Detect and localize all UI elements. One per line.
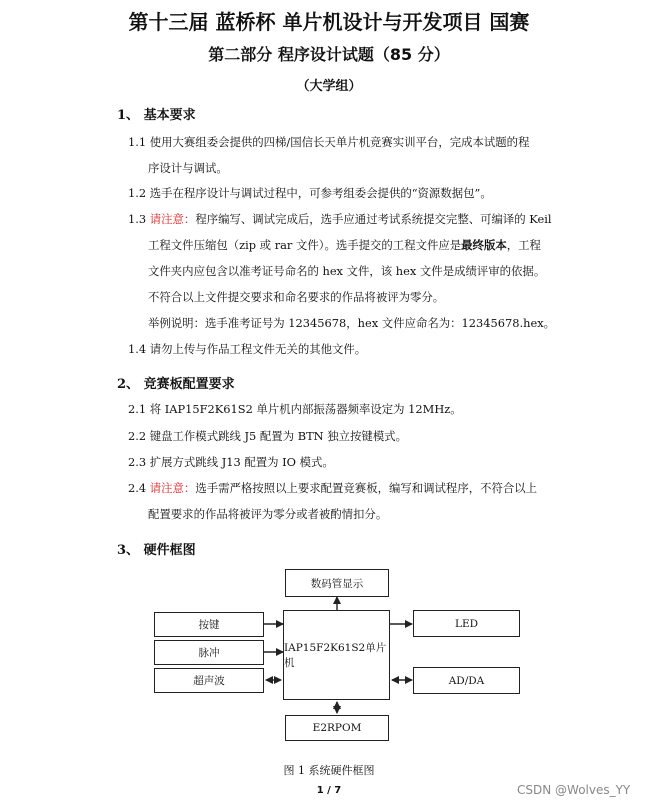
- ultrasonic-block: [154, 668, 264, 693]
- item-2-4-num: 2.4: [128, 481, 150, 495]
- display-label: 数码管显示: [310, 577, 364, 590]
- eeprom-label: E2RPOM: [312, 722, 362, 734]
- mcu-label: IAP15F2K61S2单片机: [284, 642, 387, 669]
- section3-heading: 3、 硬件框图: [117, 543, 196, 558]
- key-label: 按键: [198, 619, 220, 631]
- item-1-3-text: 程序编写、调试完成后，选手应通过考试系统提交完整、可编译的 Keil: [195, 212, 552, 226]
- adda-label: AD/DA: [448, 674, 485, 687]
- item-1-3-line2c: ，工程: [506, 238, 541, 252]
- item-2-4-text: 选手需严格按照以上要求配置竞赛板，编写和调试程序，不符合以上: [195, 481, 538, 495]
- group-label: （大学组）: [296, 79, 362, 94]
- led-block: [413, 610, 520, 637]
- pulse-label: 脉冲: [198, 647, 220, 659]
- final-version-emphasis: 最终版本: [461, 238, 507, 252]
- item-2-1: 2.1 将 IAP15F2K61S2 单片机内部振荡器频率设定为 12MHz。: [128, 402, 462, 416]
- item-1-3-num: 1.3: [128, 212, 150, 226]
- item-2-4-line2: 配置要求的作品将被评为零分或者被酌情扣分。: [148, 507, 388, 521]
- document-subtitle: 第二部分 程序设计试题（85 分）: [208, 45, 450, 64]
- pulse-block: [154, 640, 264, 665]
- adda-block: [413, 667, 520, 694]
- item-1-3-example: 举例说明：选手准考证号为 12345678，hex 文件应命名为：12345678.hex。: [148, 316, 556, 330]
- eeprom-block: [285, 715, 389, 741]
- section1-heading: 1、 基本要求: [117, 108, 196, 123]
- item-1-1-line1: 1.1 使用大赛组委会提供的四梯/国信长天单片机竞赛实训平台，完成本试题的程: [128, 135, 530, 149]
- item-1-3-line3: 文件夹内应包含以准考证号命名的 hex 文件，该 hex 文件是成绩评审的依据。: [148, 264, 546, 278]
- item-1-1-line2: 序设计与调试。: [148, 161, 228, 175]
- csdn-watermark: CSDN @Wolves_YY: [517, 783, 631, 797]
- item-1-2: 1.2 选手在程序设计与调试过程中，可参考组委会提供的“资源数据包”。: [128, 186, 492, 200]
- item-2-2: 2.2 键盘工作模式跳线 J5 配置为 BTN 独立按键模式。: [128, 429, 407, 443]
- item-2-3: 2.3 扩展方式跳线 J13 配置为 IO 模式。: [128, 455, 334, 469]
- item-2-4-note: 请注意：: [149, 481, 196, 495]
- item-1-3-line4: 不符合以上文件提交要求和命名要求的作品将被评为零分。: [148, 290, 445, 304]
- item-1-3-note: 请注意：: [149, 212, 196, 226]
- section2-heading: 2、 竞赛板配置要求: [117, 377, 235, 392]
- item-1-3-line2a: 工程文件压缩包（zip 或 rar 文件）。选手提交的工程文件应是: [148, 238, 462, 252]
- led-label: LED: [454, 617, 479, 630]
- figure-caption: 图 1 系统硬件框图: [283, 764, 375, 777]
- document-title: 第十三届 蓝桥杯 单片机设计与开发项目 国赛: [128, 10, 530, 34]
- ultrasonic-label: 超声波: [193, 675, 225, 687]
- item-1-4: 1.4 请勿上传与作品工程文件无关的其他文件。: [128, 342, 367, 356]
- display-block: [285, 569, 389, 597]
- key-block: [154, 612, 264, 637]
- page-number: 1 / 7: [316, 785, 342, 796]
- mcu-block: [283, 610, 390, 700]
